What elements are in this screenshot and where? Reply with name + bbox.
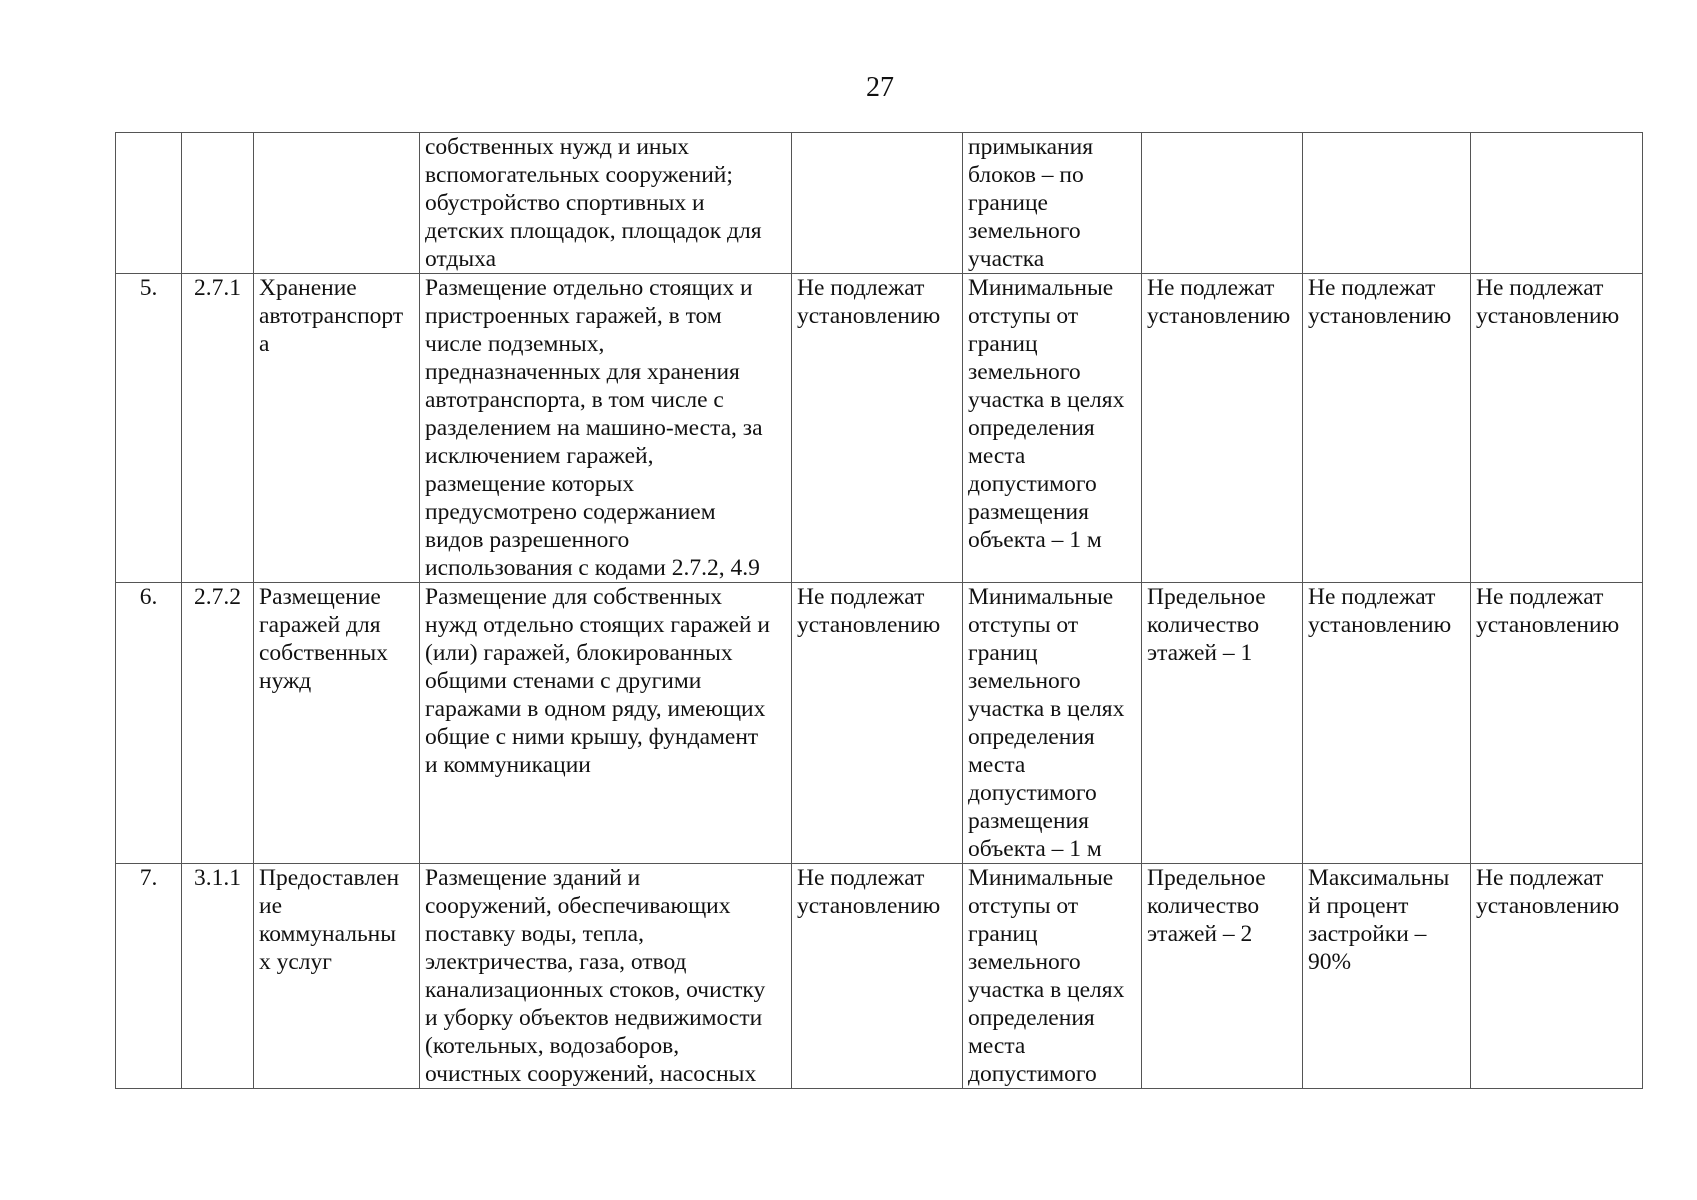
- row-number-cell: 5.: [116, 274, 182, 583]
- row-number-cell: [116, 133, 182, 274]
- other-parameter-cell: Не подлежат установлению: [1471, 583, 1643, 864]
- parameter-cell: Не подлежат установлению: [792, 864, 963, 1089]
- row-number-cell: 6.: [116, 583, 182, 864]
- use-code-cell: 2.7.2: [182, 583, 254, 864]
- table-row: [116, 583, 1643, 864]
- table-row: [116, 864, 1643, 1089]
- setback-cell: примыкания блоков – по границе земельного участка: [963, 133, 1142, 274]
- setback-cell: Минимальные отступы от границ земельного участка в целях определения места допустимого: [963, 864, 1142, 1089]
- use-description-cell: Размещение для собственных нужд отдельно стоящих гаражей и (или) гаражей, блокированных общими стенами с другими гаражами в одном ряду, имеющих общие с ними крышу, фундамент и коммуникации: [420, 583, 792, 864]
- use-description-cell: собственных нужд и иных вспомогательных сооружений; обустройство спортивных и детских площадок, площадок для отдыха: [420, 133, 792, 274]
- use-name-cell: [254, 133, 420, 274]
- parameter-cell: [792, 133, 963, 274]
- use-description-cell: Размещение отдельно стоящих и пристроенных гаражей, в том числе подземных, предназначенных для хранения автотранспорта, в том числе с разделением на машино-места, за исключением гаражей, размещение которых предусмотрено содержанием видов разрешенного использования с кодами 2.7.2, 4.9: [420, 274, 792, 583]
- setback-cell: Минимальные отступы от границ земельного участка в целях определения места допустимого размещения объекта – 1 м: [963, 274, 1142, 583]
- land-use-table: [115, 132, 1643, 1089]
- other-parameter-cell: [1471, 133, 1643, 274]
- table-row: [116, 274, 1643, 583]
- floors-cell: [1142, 133, 1303, 274]
- other-parameter-cell: Не подлежат установлению: [1471, 864, 1643, 1089]
- coverage-cell: Не подлежат установлению: [1303, 583, 1471, 864]
- use-description-cell: Размещение зданий и сооружений, обеспечивающих поставку воды, тепла, электричества, газа, отвод канализационных стоков, очистку и уборку объектов недвижимости (котельных, водозаборов, очистных сооружений, насосных: [420, 864, 792, 1089]
- row-number-cell: 7.: [116, 864, 182, 1089]
- floors-cell: Предельное количество этажей – 1: [1142, 583, 1303, 864]
- parameter-cell: Не подлежат установлению: [792, 274, 963, 583]
- coverage-cell: Максимальны й процент застройки – 90%: [1303, 864, 1471, 1089]
- parameter-cell: Не подлежат установлению: [792, 583, 963, 864]
- setback-cell: Минимальные отступы от границ земельного участка в целях определения места допустимого размещения объекта – 1 м: [963, 583, 1142, 864]
- page-number: 27: [866, 72, 894, 103]
- other-parameter-cell: Не подлежат установлению: [1471, 274, 1643, 583]
- use-name-cell: Предоставлен ие коммунальны х услуг: [254, 864, 420, 1089]
- use-code-cell: 3.1.1: [182, 864, 254, 1089]
- coverage-cell: Не подлежат установлению: [1303, 274, 1471, 583]
- use-code-cell: [182, 133, 254, 274]
- coverage-cell: [1303, 133, 1471, 274]
- floors-cell: Не подлежат установлению: [1142, 274, 1303, 583]
- table-row: [116, 133, 1643, 274]
- floors-cell: Предельное количество этажей – 2: [1142, 864, 1303, 1089]
- use-name-cell: Хранение автотранспорт а: [254, 274, 420, 583]
- use-name-cell: Размещение гаражей для собственных нужд: [254, 583, 420, 864]
- use-code-cell: 2.7.1: [182, 274, 254, 583]
